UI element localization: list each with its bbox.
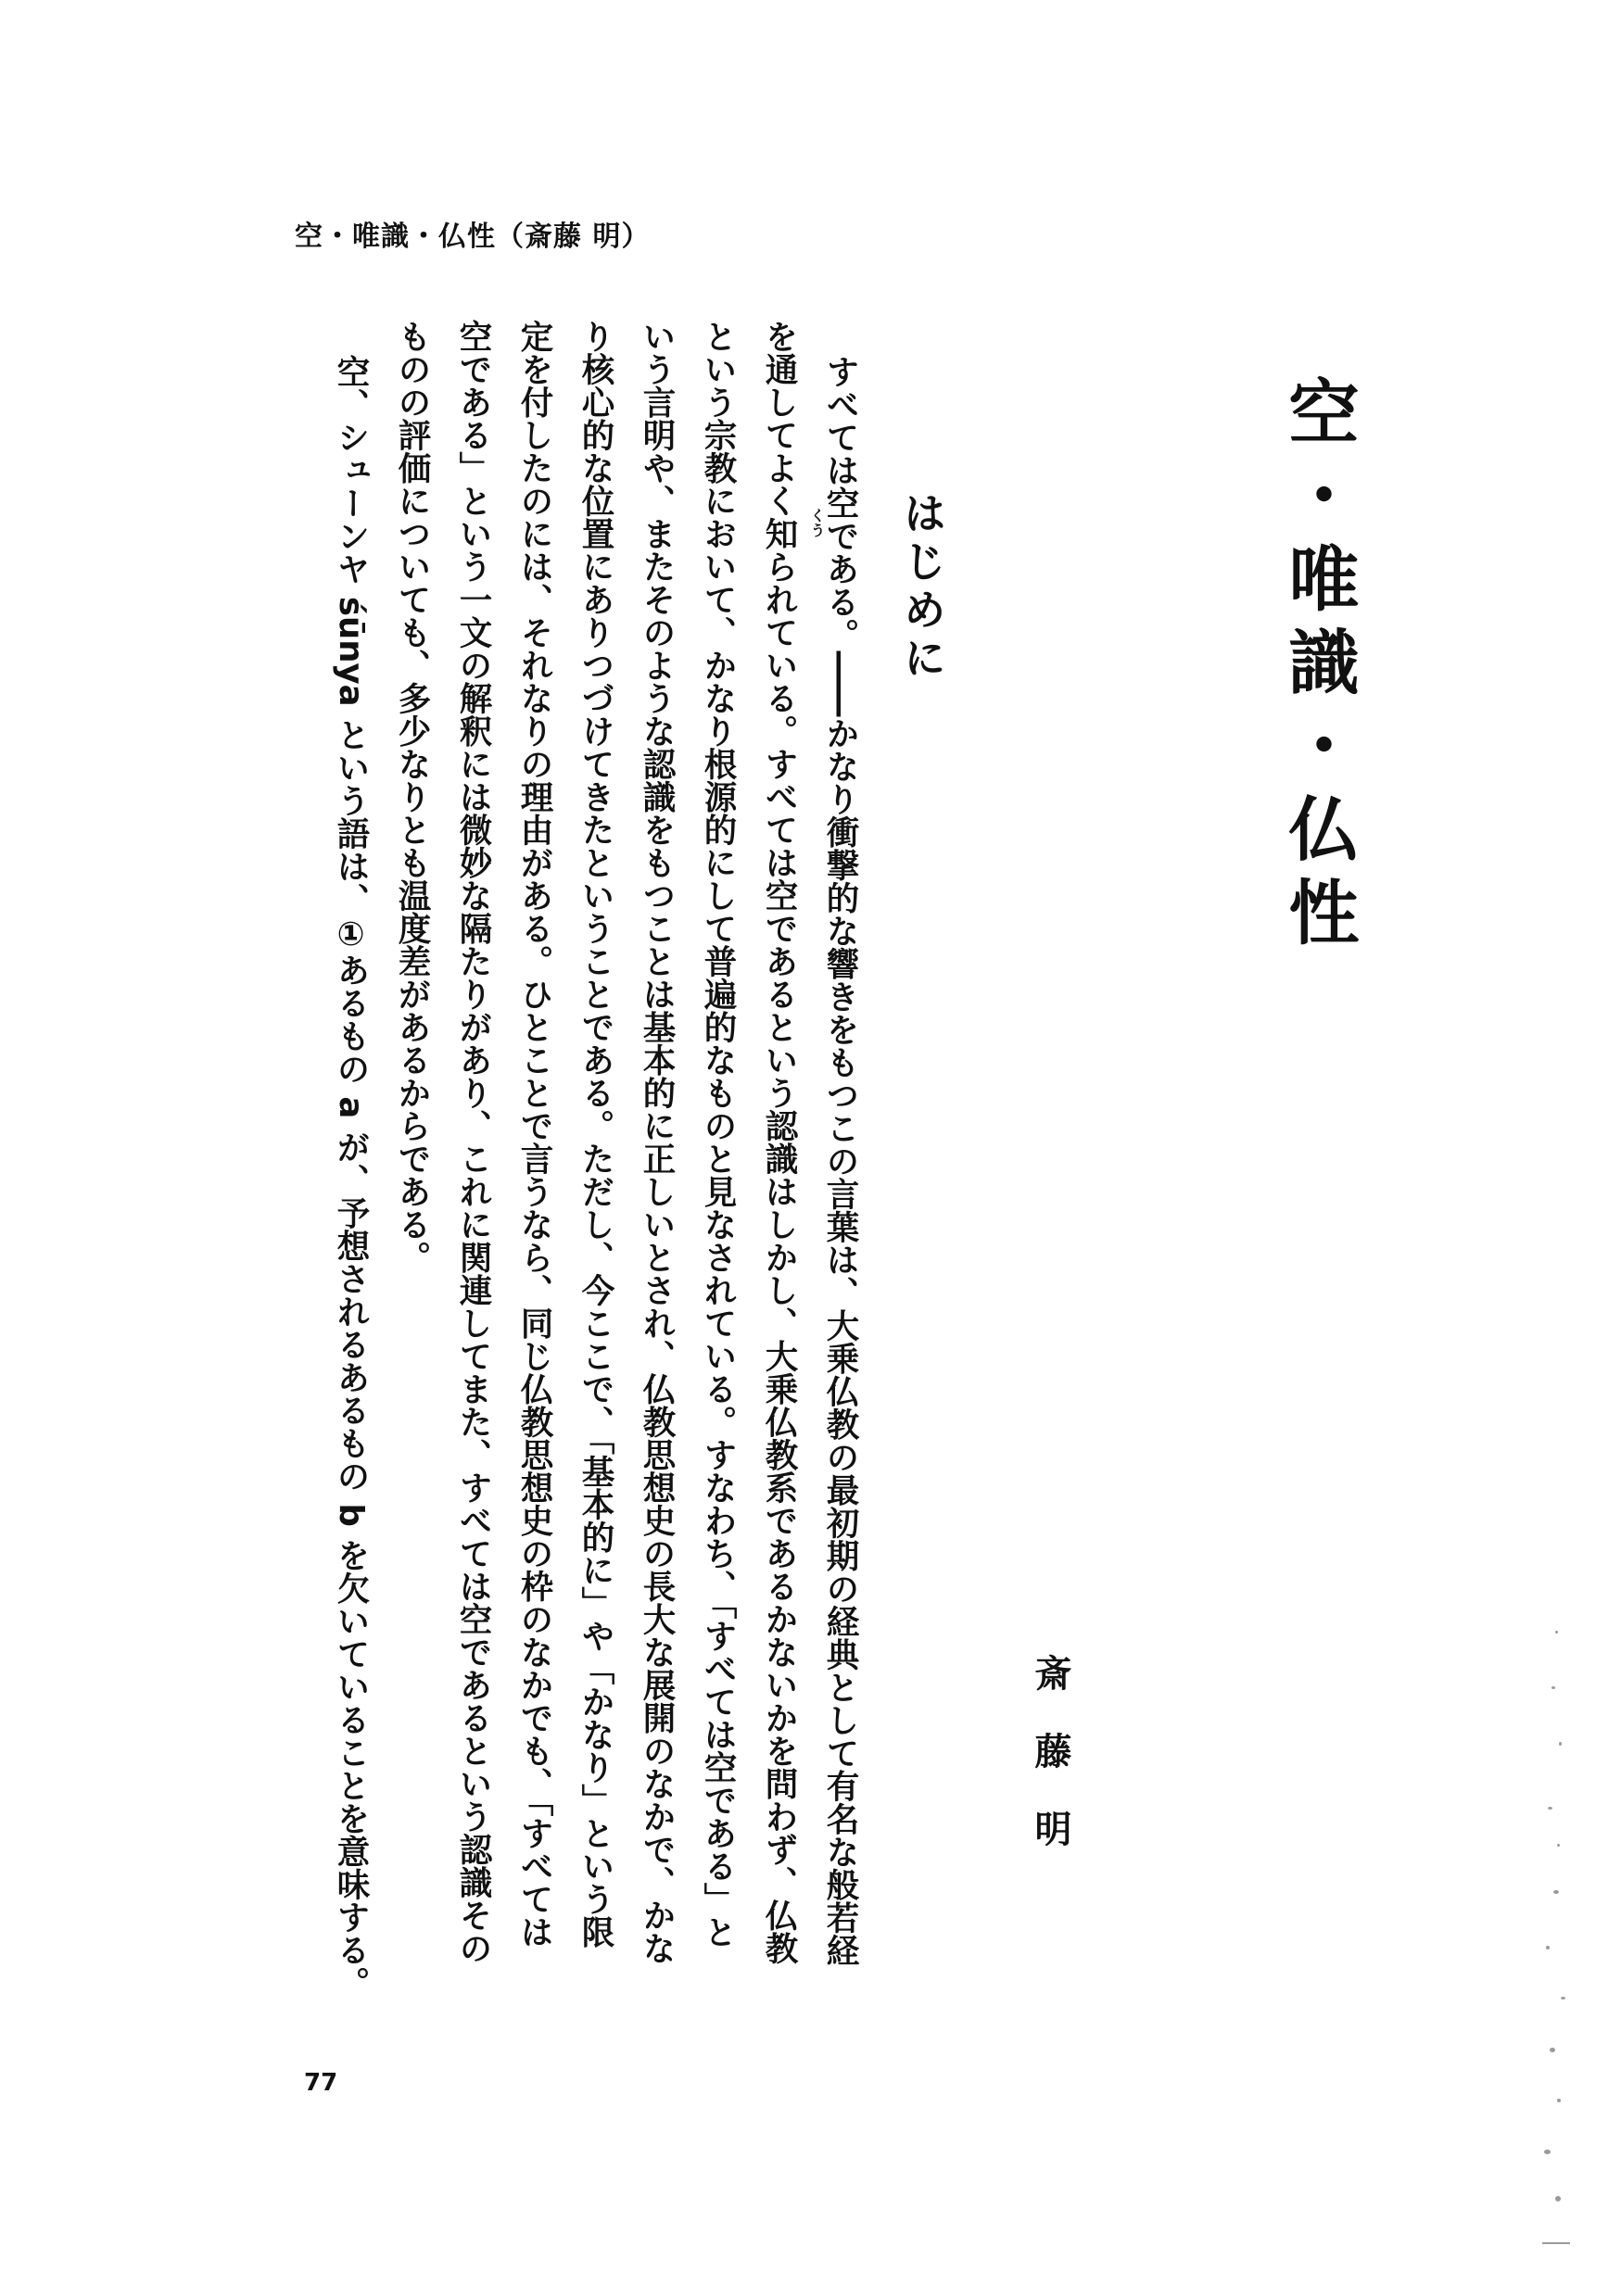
body-line: すべては空である。――かなり衝撃的な響きをもつこの言葉は、大乗仏教の最初期の経典として有名な般若経: [821, 355, 859, 1967]
article-title: 空・唯識・仏性: [1277, 375, 1360, 959]
body-line: 定を付したのには、それなりの理由がある。ひとことで言うなら、同じ仏教思想史の枠のなかでも、「すべては: [515, 320, 553, 1949]
body-line: いう言明や、またそのような認識をもつことは基本的に正しいとされ、仏教思想史の長大な展開のなかで、かな: [638, 320, 676, 1964]
body-text: [248, 320, 860, 2080]
body-line: 空である」という一文の解釈には微妙な隔たりがあり、これに関連してまた、すべては空であるという認識その: [454, 320, 492, 1964]
author-name: 斎藤明: [1029, 1654, 1071, 1887]
body-line: 空、シューンヤ śūnya という語は、①あるもの a が、予想されるあるもの b を欠いていることを意味する。: [332, 355, 370, 2000]
scan-edge-artifacts: [1539, 1631, 1576, 2279]
ruby-annotation: くう: [808, 508, 826, 537]
page-number: 77: [304, 2069, 338, 2097]
running-head: 空・唯識・仏性（斎藤 明）: [295, 221, 651, 253]
body-line: という宗教において、かなり根源的にして普遍的なものと見なされている。すなわち、「すべては空である」と: [699, 320, 737, 1949]
section-heading: はじめに: [897, 491, 947, 684]
body-line: ものの評価についても、多少なりとも温度差があるからである。: [393, 320, 431, 1274]
body-line: を通してよく知られている。すべては空であるという認識はしかし、大乗仏教系であるかないかを問わず、仏教: [760, 320, 798, 1964]
body-line: り核心的な位置にありつづけてきたということである。ただし、今ここで、「基本的に」や「かなり」という限: [576, 320, 614, 1949]
